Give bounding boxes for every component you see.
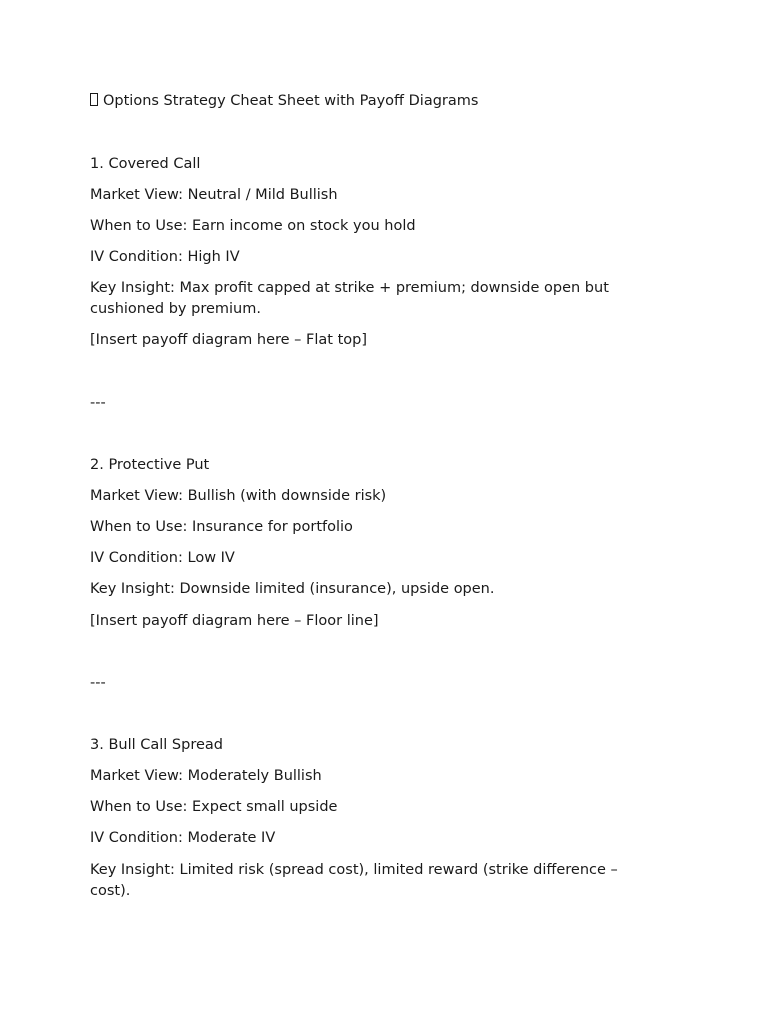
strategy-iv-condition: IV Condition: Low IV [90, 550, 235, 566]
section-separator: --- [90, 675, 106, 691]
strategy-heading: 3. Bull Call Spread [90, 737, 223, 753]
strategy-market-view: Market View: Neutral / Mild Bullish [90, 187, 338, 203]
section-separator: --- [90, 395, 106, 411]
strategy-iv-condition: IV Condition: Moderate IV [90, 830, 276, 846]
missing-glyph-icon [90, 93, 98, 106]
strategy-key-insight: Key Insight: Limited risk (spread cost), limited reward (strike difference – cost). [90, 862, 618, 899]
strategy-iv-condition: IV Condition: High IV [90, 249, 240, 265]
strategy-heading: 1. Covered Call [90, 156, 201, 172]
strategy-heading: 2. Protective Put [90, 457, 210, 473]
strategy-when-to-use: When to Use: Earn income on stock you hold [90, 218, 416, 234]
strategy-diagram-note: [Insert payoff diagram here – Floor line] [90, 613, 379, 629]
strategy-key-insight: Key Insight: Downside limited (insurance), upside open. [90, 581, 495, 597]
strategy-market-view: Market View: Moderately Bullish [90, 768, 322, 784]
strategy-market-view: Market View: Bullish (with downside risk) [90, 488, 387, 504]
strategy-when-to-use: When to Use: Insurance for portfolio [90, 519, 353, 535]
document-title-text: Options Strategy Cheat Sheet with Payoff Diagrams [103, 93, 479, 109]
strategy-key-insight: Key Insight: Max profit capped at strike + premium; downside open but cushioned by premium. [90, 280, 609, 317]
document-title [90, 91, 650, 112]
strategy-diagram-note: [Insert payoff diagram here – Flat top] [90, 332, 368, 348]
strategy-when-to-use: When to Use: Expect small upside [90, 799, 338, 815]
